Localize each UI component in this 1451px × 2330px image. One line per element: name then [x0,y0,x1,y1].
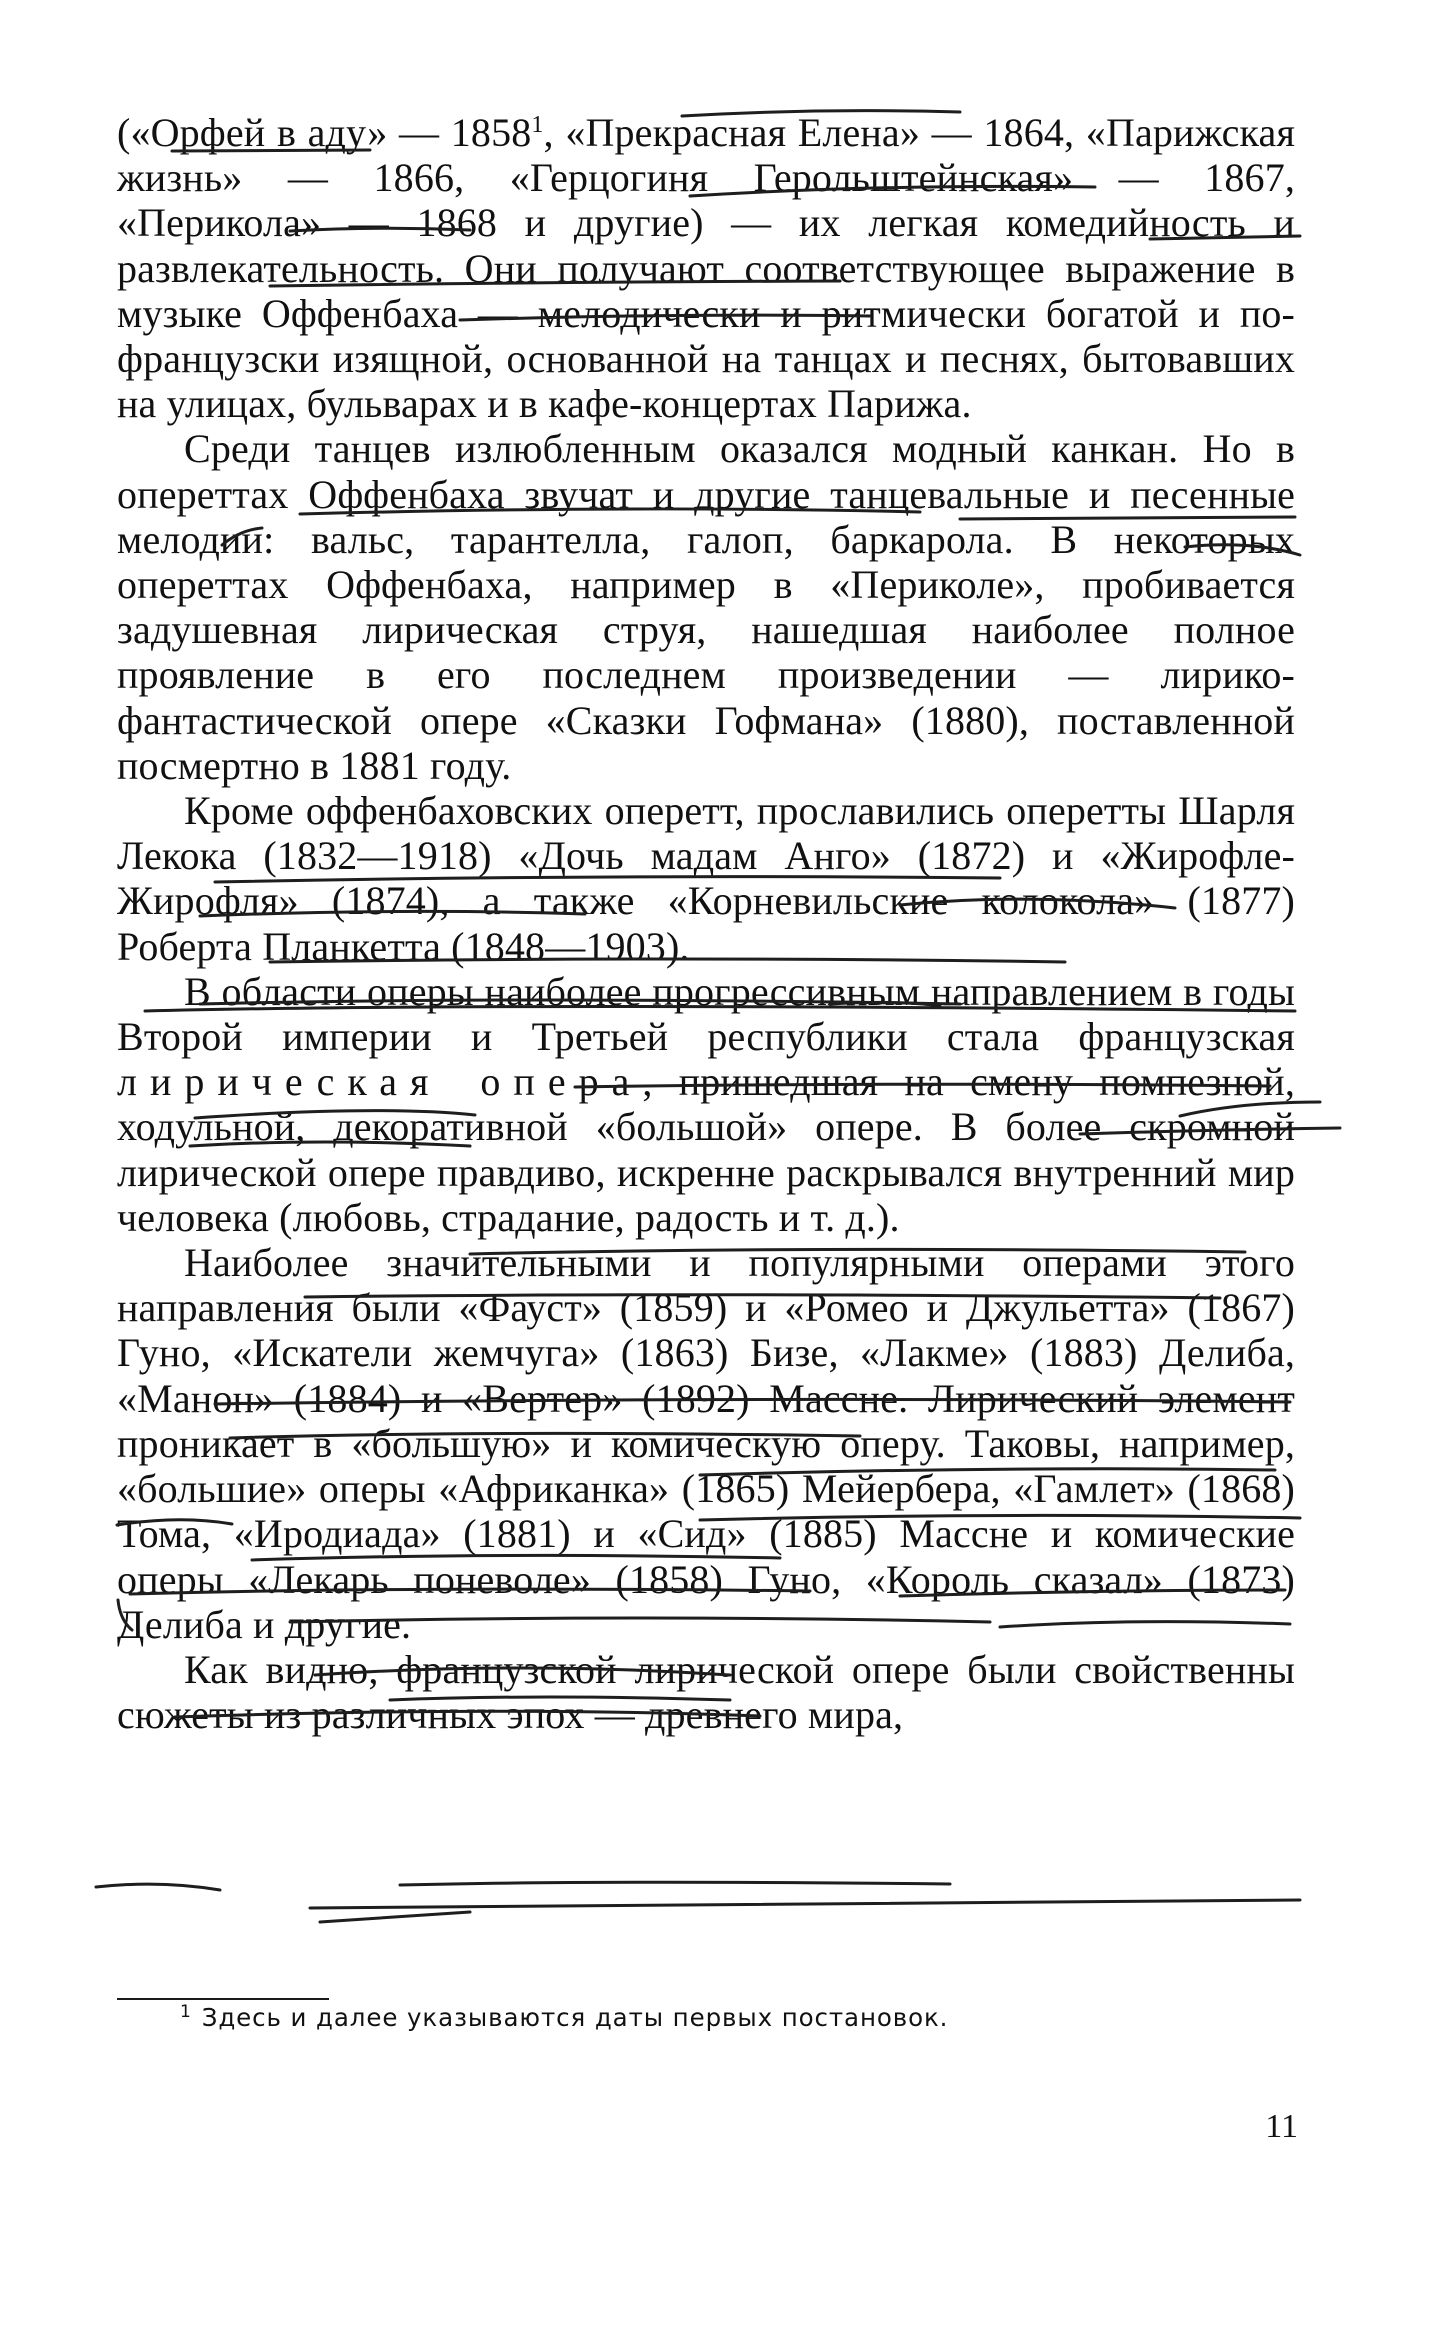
paragraph-2-text: Среди танцев излюбленным оказался модный канкан. Но в опереттах Оффенбаха звучат и другие танцевальные и песенные мелодии: вальс, тарантелла, галоп, баркарола. В некоторых опереттах Оффенбаха, например в «Периколе», пробивается задушевная лирическая струя, нашедшая наиболее полное проявление в его последнем произведении — лирико-фантастической опере «Сказки Гофмана» (1880), поставленной посмертно в 1881 году. [117,426,1295,788]
body-text [117,110,1295,1737]
paragraph-4-text-b: , пришедшая на смену помпезной, ходульной, декоративной «большой» опере. В более скромной лирической опере правдиво, искренне раскрывался внутренний мир человека (любовь, страдание, радость и т. д.). [117,1059,1295,1240]
paragraph-3-text: Кроме оффенбаховских оперетт, прославились оперетты Шарля Лекока (1832—1918) «Дочь мадам Анго» (1872) и «Жирофле-Жирофля» (1874), а также «Корневильские колокола» (1877) Роберта Планкетта (1848—1903). [117,788,1295,969]
paragraph-5-text: Наиболее значительными и популярными операми этого направления были «Фауст» (1859) и «Ромео и Джульетта» (1867) Гуно, «Искатели жемчуга» (1863) Бизе, «Лакме» (1883) Делиба, «Манон» (1884) и «Вертер» (1892) Массне. Лирический элемент проникает в «большую» и комическую оперу. Таковы, например, «большие» оперы «Африканка» (1865) Мейербера, «Гамлет» (1868) Тома, «Иродиада» (1881) и «Сид» (1885) Массне и комические оперы «Лекарь поневоле» (1858) Гуно, «Король сказал» (1873) Делиба и другие. [117,1240,1295,1647]
spaced-emphasis-term: лирическая опера [117,1059,643,1105]
paragraph-6 [117,1647,1295,1737]
paragraph-6-text: Как видно, французской лирической опере были свойственны сюжеты из различных эпох — древнего мира, [117,1646,1295,1738]
paragraph-3 [117,788,1295,969]
pen-underline [310,1900,1300,1908]
footnote-text: Здесь и далее указываются даты первых постановок. [201,2003,949,2032]
pen-underline [400,1882,950,1885]
pen-strike [96,1884,220,1890]
paragraph-1-text-a: («Орфей в аду» — 1858 [117,110,532,155]
paragraph-1 [117,110,1295,426]
paragraph-4 [117,969,1295,1240]
paragraph-2 [117,426,1295,788]
paragraph-4-text-a: В области оперы наиболее прогрессивным направлением в годы Второй империи и Третьей республики стала французская [117,968,1295,1060]
footnote-reference: 1 [531,112,544,138]
pen-underline [320,1912,470,1922]
footnote [180,1992,1295,2038]
paragraph-5 [117,1240,1295,1647]
paragraph-1-text-b: , «Прекрасная Елена» — 1864, «Парижская жизнь» — 1866, «Герцогиня Герольштейнская» — 1867, «Перикола» — 1868 и другие) — их легкая комедийность и развлекательность. Они получают соответствующее выражение в музыке Оффенбаха — мелодически и ритмически богатой и по-французски изящной, основанной на танцах и песнях, бытовавших на улицах, бульварах и в кафе-концертах Парижа. [117,110,1295,427]
footnote-mark: 1 [180,2002,192,2022]
page-number: 11 [1265,2108,1298,2145]
